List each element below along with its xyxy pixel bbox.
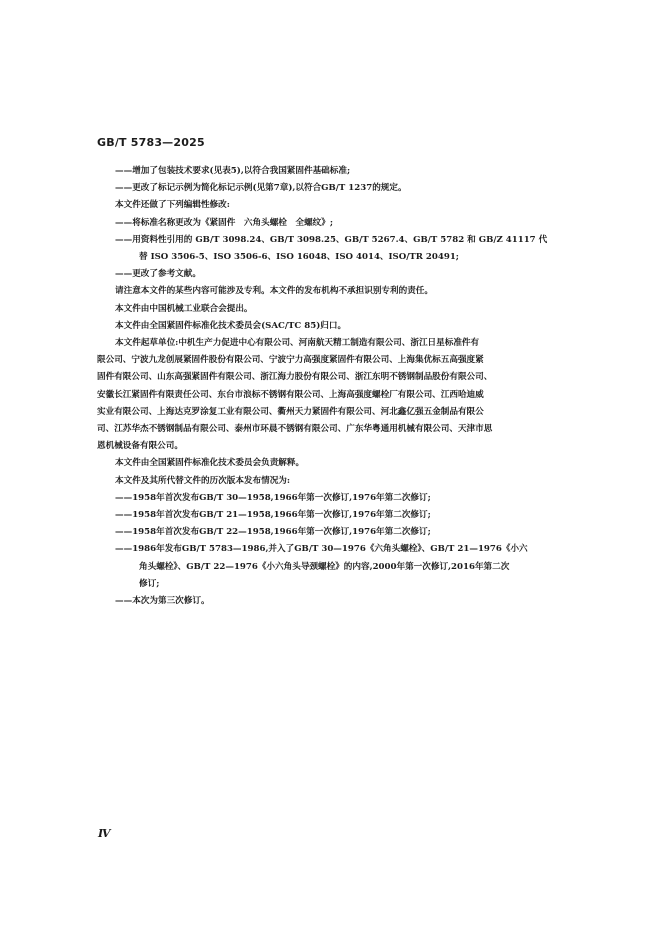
text-line: 本文件由中国机械工业联合会提出。 [115,303,253,314]
text-line: ——1958年首次发布GB/T 21—1958,1966年第一次修订,1976年第二次修订; [115,510,431,521]
text-line: ——更改了参考文献。 [115,269,201,280]
text-line: ——用资料性引用的 GB/T 3098.24、GB/T 3098.25、GB/T 5267.4、GB/T 5782 和 GB/Z 41117 代 [115,234,548,245]
text-line: 恩机械设备有限公司。 [97,441,183,452]
document-body [97,163,557,610]
text-line: 角头螺栓》、GB/T 22—1976《小六角头导颈螺栓》的内容,2000年第一次修订,2016年第二次 [139,561,510,572]
text-line: ——1958年首次发布GB/T 22—1958,1966年第一次修订,1976年第二次修订; [115,527,431,538]
text-line: 本文件起草单位:中机生产力促进中心有限公司、河南航天精工制造有限公司、浙江日星标准件有 [115,338,480,349]
standard-number-header: GB/T 5783—2025 [97,136,205,149]
text-line: ——本次为第三次修订。 [115,596,210,607]
page-number: Ⅳ [98,827,111,840]
text-line: 固件有限公司、山东高强紧固件有限公司、浙江海力股份有限公司、浙江东明不锈钢制品股份有限公司、 [97,372,493,383]
text-line: 替 ISO 3506-5、ISO 3506-6、ISO 16048、ISO 4014、ISO/TR 20491; [139,252,459,263]
text-line: ——1958年首次发布GB/T 30—1958,1966年第一次修订,1976年第二次修订; [115,492,431,503]
text-line: 安徽长江紧固件有限责任公司、东台市浪标不锈钢有限公司、上海高强度螺栓厂有限公司、江西哈迪威 [97,389,484,400]
text-line: 限公司、宁波九龙创展紧固件股份有限公司、宁波宁力高强度紧固件有限公司、上海集优标五高强度紧 [97,355,484,366]
text-line: 本文件及其所代替文件的历次版本发布情况为: [115,475,291,486]
text-line: 本文件由全国紧固件标准化技术委员会(SAC/TC 85)归口。 [115,320,347,331]
text-line: 实业有限公司、上海达克罗涂复工业有限公司、衢州天力紧固件有限公司、河北鑫亿强五金制品有限公 [97,406,484,417]
text-line: ——增加了包装技术要求(见表5),以符合我国紧固件基础标准; [115,166,351,176]
text-line: ——更改了标记示例为简化标记示例(见第7章),以符合GB/T 1237的规定。 [115,183,407,194]
text-line: ——将标准名称更改为《紧固件 六角头螺栓 全螺纹》; [115,217,334,228]
text-line: 修订; [139,578,160,589]
text-line: 司、江苏华杰不锈钢制品有限公司、泰州市环晨不锈钢有限公司、广东华粤通用机械有限公司、天津市思 [97,424,493,435]
text-line: 本文件还做了下列编辑性修改: [115,200,230,211]
text-line: 本文件由全国紧固件标准化技术委员会负责解释。 [115,458,305,469]
text-line: 请注意本文件的某些内容可能涉及专利。本文件的发布机构不承担识别专利的责任。 [115,286,433,297]
text-line: ——1986年发布GB/T 5783—1986,并入了GB/T 30—1976《六角头螺栓》、GB/T 21—1976《小六 [115,544,528,555]
